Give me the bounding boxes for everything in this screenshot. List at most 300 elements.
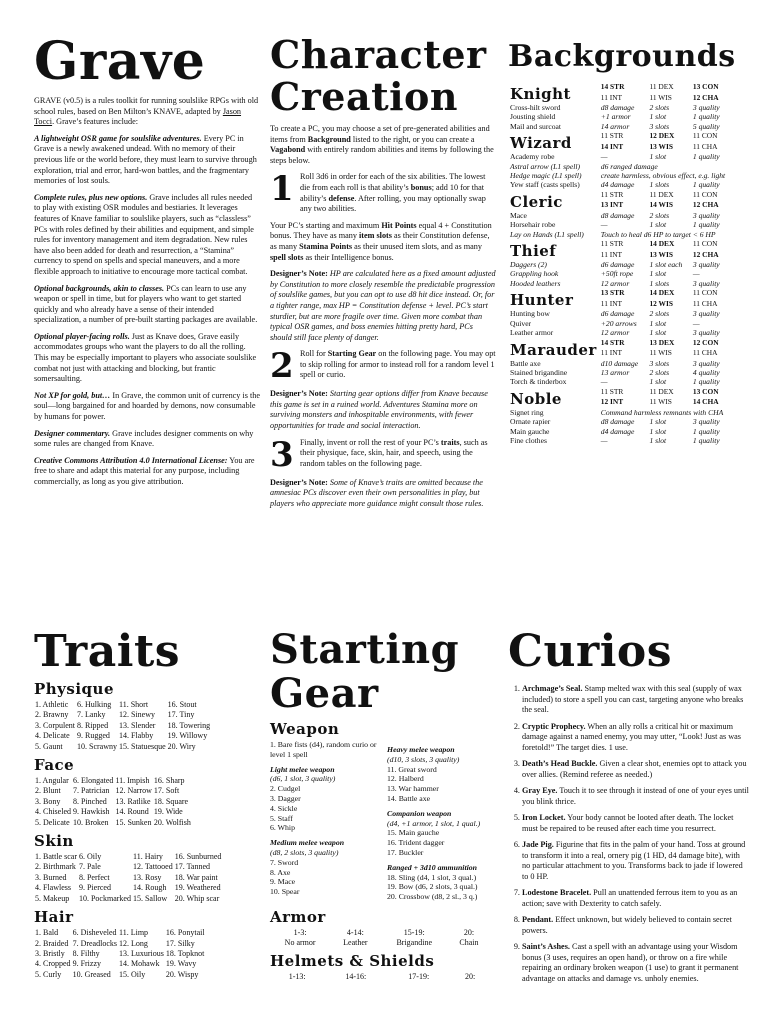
curio-text: Pull an unattended ferrous item to you as an action; save with Dexterity to catch safely. [522,888,738,908]
trait-row [34,797,192,807]
trait-row [34,807,192,817]
trait-entry: 16. Ponytail [165,928,205,938]
item-name: Hedge magic (L1 spell) [510,171,582,181]
stat: 14 CHA [692,397,719,407]
feature-paragraph [34,193,260,278]
feature-heading: Designer commentary. [34,428,111,438]
text: To create a PC, you may choose a set of pre-generated abilities and items from [270,124,490,144]
feature-paragraph [34,134,260,187]
trait-entry: 2. Birthmark [35,862,76,872]
stat: 12 DEX [649,131,675,141]
stat: 11 INT [600,348,623,357]
item-slots: 1 slot [649,152,667,162]
feature-heading: Optional player-facing rolls. [34,331,130,341]
text: Finally, invent or roll the rest of your PC’s [300,437,441,447]
item-slots-term: item slots [358,231,392,241]
helmet-range: 20: [465,971,476,981]
grave-intro [34,96,260,128]
text: . After rolling, you may optionally swap any two abilities. [300,193,486,214]
step-3-number: 3 [270,434,295,475]
item-stat: d4 damage [600,180,635,190]
armor-range: 20: [463,927,475,937]
trait-entry: 20. Wiry [167,741,196,751]
vagabond-term: Vagabond [270,145,306,155]
designer-note-1 [270,269,496,343]
stat: 12 CHA [692,92,719,102]
item-name: Fine clothes [510,435,547,445]
stat: 14 STR [600,82,625,91]
item-stat: — [600,435,608,445]
curio-name: Lodestone Bracelet. [522,888,592,897]
item-stat: d6 damage [600,309,635,319]
background-header-row [508,131,727,142]
trait-entry: 15. Statuesque [119,741,166,751]
weapon-col-2 [387,740,496,902]
stat: 12 WIS [649,298,673,308]
item-stat: 14 armor [600,121,630,131]
trait-row [34,873,222,883]
trait-entry: 2. Braided [35,938,69,948]
curio-item [522,759,750,780]
grave-column [34,31,260,494]
feature-text: In Grave, the common unit of currency is the soul—long bargained for and hoarded by demons, now consumable by humans for power. [34,390,260,422]
background-item-row [508,220,727,229]
background-header-row [508,190,727,201]
hp-paragraph [270,221,496,263]
item-name: Leather armor [510,328,554,338]
stat: 11 INT [600,298,623,308]
gear-column [270,628,496,982]
trait-entry: 3. Burned [35,872,67,882]
trait-entry: 8. Ripped [77,720,109,730]
note-label: Designer’s Note: [270,389,328,399]
background-item-row [508,269,727,278]
background-item-row [508,171,727,180]
trait-entry: 20. Wolfish [153,817,191,827]
background-item-row [508,162,727,171]
feature-heading: Complete rules, plus new options. [34,192,148,202]
weapon-entry: 8. Axe [270,867,291,877]
item-name: Horsehair robe [510,220,556,230]
trait-entry: 20. Wispy [165,969,199,979]
trait-entry: 13. Ratlike [115,796,151,806]
curio-text: Touch it to see through it instead of one of your eyes until you blink thrice. [522,786,749,806]
feature-paragraph [34,391,260,423]
note-label: Designer’s Note: [270,269,328,279]
item-stat: d10 damage [600,358,639,368]
stat: 11 DEX [649,386,674,396]
stat: 11 WIS [649,397,672,407]
trait-entry: 3. Bony [35,796,61,806]
item-name: Hunting bow [510,309,550,319]
item-effect: Touch to heal d6 HP to target < 6 HP [600,229,716,239]
background-item-row [508,408,727,417]
armor-type: Chain [459,937,479,947]
trait-entry: 15. Sunken [115,817,152,827]
curio-name: Gray Eye. [522,786,558,795]
background-header-row [508,387,727,398]
weapon-category: Companion weapon [387,808,452,818]
stat: 12 CHA [692,200,719,210]
trait-entry: 17. Silky [165,938,195,948]
intro-text-end: . Grave’s features include: [52,117,139,127]
trait-entry: 7. Patrician [73,786,110,796]
trait-entry: 18. War paint [174,872,218,882]
backgrounds-title: Backgrounds [508,39,736,74]
note-text: HP are calculated here as a fixed amount adjusted by Constitution to more closely resemble the predictable progression of soulslike games, but you can opt to use d8 hit dice instead. Or, for a tighter range, max HP = Constitution defense + level. PC’s start sturdier, but are more fragile over time. Given more combat than typical OSR games, and boss enemies hitting pretty hard, PCs should still face plenty of danger. [270,269,496,342]
item-stat: +20 arrows [600,318,637,328]
stat: 11 INT [600,249,623,259]
feature-text: Just as Knave does, Grave easily accommodates groups who want the players to do all the rolling. This may be especially important to players who associate soulslike combat not just with attacking and blocking, but frantic somersaulting. [34,331,257,384]
trait-entry: 14. Flabby [119,731,154,741]
item-quality: 3 quality [692,278,720,288]
spell-slots-term: spell slots [270,252,304,262]
curio-name: Iron Locket. [522,813,566,822]
weapon-entry: 3. Dagger [270,793,301,803]
background-item-row [508,230,727,239]
armor-range: 15-19: [403,927,425,937]
item-quality: 3 quality [692,103,720,112]
trait-entry: 1. Battle scar [35,852,77,862]
item-quality: 4 quality [692,367,720,377]
step-1 [270,169,496,214]
curio-name: Saint’s Ashes. [522,942,570,951]
weapon-category: Ranged + 3d10 ammunition [387,862,478,872]
trait-entry: 6. Disheveled [72,928,117,938]
creation-column [270,34,496,515]
trait-entry: 8. Filthy [72,948,100,958]
background-item-row [508,152,727,161]
background-item-row [508,211,727,220]
curio-name: Pendant. [522,915,554,924]
gear-title-1: Starting [270,626,460,673]
item-stat: — [600,377,608,387]
trait-entry: 14. Round [115,807,149,817]
stat: 14 DEX [649,288,675,298]
item-quality: 1 quality [692,180,720,190]
item-stat: d4 damage [600,426,635,436]
trait-heading: Face [34,756,75,775]
item-effect: d6 ranged damage [600,161,658,171]
item-name: Quiver [510,318,532,328]
trait-row [34,862,222,872]
item-quality: 1 quality [692,112,720,122]
stat: 11 CHA [692,298,718,308]
trait-row [34,786,192,796]
stat: 13 STR [600,288,625,298]
stat: 11 CHA [692,141,718,151]
trait-row [34,852,222,862]
feature-text: Grave includes designer comments on why some rules are changed from Knave. [34,428,254,449]
step-2 [270,346,496,387]
item-stat: 12 armor [600,328,630,338]
background-term: Background [307,134,351,144]
feature-text: PCs can learn to use any weapon or spell in time, but for players who want to get started quickly and who already have a sense of their intended specialization, a number of pre-built starting packages are available. [34,283,258,325]
trait-entry: 5. Curly [35,969,62,979]
item-quality: 1 quality [692,152,720,162]
trait-row [34,721,211,731]
item-slots: 3 slots [649,358,670,368]
trait-entry: 1. Bald [35,928,59,938]
creation-title-2: Creation [270,74,459,119]
curio-text: Figurine that fits in the palm of your hand. Toss at ground to transform it into a real, ornery pig (1 HD, d4 damage bite), with no particular attachment to you. Transforms back to jade if lowered to 0 HP. [522,840,746,881]
background-item-row [508,417,727,426]
background-item-row [508,112,727,121]
feature-text: Grave includes all rules needed to play with existing OSR modules and bestiaries. It leverages features of Knave familiar to soulslike players, such as “classless” PCs with roles defined by their abilities and equipment, and simple rules for inventory management and item degradation. New rules have also been added for death and resurrection, a “Stamina” currency to spend on spells and special maneuvers, and a more flexible approach to initiative to encourage more tactical combat. [34,192,254,276]
item-stat: +50ft rope [600,269,634,279]
stat: 13 DEX [649,337,675,347]
trait-entry: 9. Frizzy [72,959,101,969]
step-1-text [300,172,496,214]
weapon-entry: 1. Bare fists (d4), random curio or level 1 spell [270,740,377,759]
item-slots: 1 slots [649,180,670,190]
author-link[interactable]: Jason Tocci [34,106,242,127]
curio-item [522,684,750,716]
text: Roll for [300,349,328,359]
traits-term: traits [440,437,460,447]
background-item-row [508,319,727,328]
background-header-row [508,239,727,250]
item-stat: — [600,152,608,162]
background-item-row [508,359,727,368]
trait-entry: 11. Short [119,700,149,709]
trait-entry: 10. Greased [72,969,111,979]
weapon-category-stats: (d8, 2 slots, 3 quality) [270,847,339,857]
stat: 11 CON [692,239,718,249]
feature-paragraph [34,284,260,326]
armor-range: 1-3: [293,927,307,937]
trait-entry: 6. Elongated [73,776,114,786]
trait-entry: 10. Pockmarked [78,893,131,903]
weapon-entry: 20. Crossbow (d8, 2 sl., 3 q.) [387,892,478,902]
item-quality: 5 quality [692,121,720,131]
stat: 11 STR [600,189,624,199]
background-header-row [508,338,727,349]
hit-points-term: Hit Points [381,220,417,230]
text: , such as their physique, face, skin, hair, and speech, using the random tables on the following page. [300,437,488,468]
trait-row [34,776,192,786]
trait-heading: Hair [34,908,74,927]
item-stat: d8 damage [600,103,635,112]
text: ; add 10 for that ability’s [300,182,484,203]
background-item-row [508,180,727,189]
stat: 11 DEX [649,189,674,199]
trait-entry: 15. Sallow [132,893,168,903]
weapon-category: Heavy melee weapon [387,745,455,754]
background-header-row [508,82,727,93]
background-name: Thief [510,242,557,261]
item-slots: 1 slot [649,220,667,230]
item-name: Signet ring [510,407,544,417]
stat: 11 WIS [649,348,672,357]
trait-entry: 10. Broken [73,817,109,827]
item-stat: d8 damage [600,417,635,427]
background-header-row [508,288,727,299]
trait-entry: 6. Hulking [77,700,112,709]
weapon-entry: 17. Buckler [387,847,424,857]
stat: 13 INT [600,200,624,210]
item-name: Grappling hook [510,269,559,279]
step-3 [270,434,496,475]
item-name: Torch & tinderbox [510,377,567,387]
stat: 11 DEX [649,82,674,91]
stat: 11 CON [692,189,718,199]
note-label: Designer’s Note: [270,477,328,487]
stat: 14 WIS [649,200,673,210]
step-1-number: 1 [270,169,295,210]
feature-heading: Optional backgrounds, akin to classes. [34,283,165,293]
feature-heading: Creative Commons Attribution 4.0 International License: [34,455,228,465]
trait-entry: 4. Chiseled [35,807,71,817]
item-quality: 3 quality [692,417,720,427]
curio-item [522,722,750,754]
trait-entry: 8. Pinched [73,796,107,806]
stat: 12 CHA [692,249,719,259]
item-slots: 1 slot [649,328,667,338]
stat: 13 WIS [649,249,673,259]
item-effect: Command harmless remnants with CHA [600,407,724,417]
stat: 14 INT [600,141,624,151]
weapon-entry: 11. Great sword [387,764,437,774]
item-slots: 1 slot [649,318,667,328]
trait-row [34,883,222,893]
background-name: Knight [510,85,571,103]
trait-table [34,928,206,980]
text: equal 4 + Constitution bonus. They have as many [270,220,492,241]
bonus-term: bonus [410,182,432,192]
feature-heading: Not XP for gold, but… [34,390,111,400]
background-item-row [508,122,727,131]
trait-entry: 7. Pale [78,862,101,872]
text: listed to the right, or you can create a [350,134,475,144]
trait-entry: 12. Narrow [115,786,152,796]
stat: 13 CON [692,82,719,91]
curio-text: Cast a spell with an advantage using your Wisdom bonus (3 uses, requires an open hand), or throw on a fire while repairing an ordinary broken weapon (1 use) to grant it permanent advantage on attacks and damage vs. unholy enemies. [522,942,739,983]
item-name: Main gauche [510,426,550,436]
weapon-category-stats: (d6, 1 slot, 3 quality) [270,774,336,784]
trait-entry: 18. Towering [167,720,211,730]
trait-entry: 19. Wide [153,807,183,817]
designer-note-2 [270,389,496,431]
stat: 11 CON [692,131,718,141]
background-name: Hunter [510,291,574,310]
armor-head-row [270,928,490,938]
gear-title-2: Gear [270,670,379,717]
trait-entry: 17. Tiny [167,710,195,720]
item-slots: 2 slots [649,210,670,220]
trait-entry: 2. Blunt [35,786,61,796]
curio-item [522,813,750,834]
armor-table [270,928,490,948]
note-text: Starting gear options differ from Knave because this game is set in a ruined world. Adventures Stamina more on surviving monsters and inhospitable environments, with fewer opportunities for trade and social interaction. [270,389,488,431]
item-name: Lay on Hands (L1 spell) [510,229,584,239]
weapon-entry: 13. War hammer [387,784,439,794]
trait-entry: 18. Square [153,796,189,806]
trait-entry: 3. Bristly [35,948,65,958]
item-name: Yew staff (casts spells) [510,180,580,190]
trait-entry: 4. Flawless [35,883,71,893]
background-name: Marauder [510,340,597,359]
weapon-entry: 9. Mace [270,877,296,887]
item-quality: — [692,269,700,279]
text: as their Constitution defense, as many [270,231,490,251]
weapon-entry: 6. Whip [270,823,295,833]
weapon-category: Medium melee weapon [270,838,345,848]
trait-entry: 12. Tattooed [132,862,173,872]
background-item-row [508,436,727,445]
stat: 11 CON [692,288,718,298]
feature-paragraph [34,332,260,385]
grave-title: Grave [34,31,206,92]
background-name: Cleric [510,192,563,211]
trait-entry: 16. Sunburned [174,852,222,862]
curio-name: Death’s Head Buckle. [522,759,598,768]
weapon-entry: 18. Sling (d4, 1 slot, 3 qual.) [387,872,477,882]
curio-item [522,840,750,882]
item-quality: 1 quality [692,435,720,445]
feature-heading: A lightweight OSR game for soulslike adventures. [34,133,202,143]
armor-range: 4-14: [346,927,364,937]
trait-entry: 20. Whip scar [174,893,220,903]
item-slots: 2 slots [649,367,670,377]
trait-entry: 11. Hairy [132,852,163,862]
stat: 11 STR [600,386,624,396]
background-item-row [508,260,727,269]
item-quality: 1 quality [692,220,720,230]
item-name: Mace [510,210,527,220]
item-name: Jousting shield [510,112,556,122]
weapon-category-stats: (d10, 3 slots, 3 quality) [387,754,460,764]
stat: 11 WIS [649,92,672,102]
trait-entry: 14. Mohawk [119,959,160,969]
stat: 14 STR [600,337,625,347]
armor-value-row [270,938,490,948]
item-stat: d8 damage [600,210,635,220]
trait-entry: 15. Oily [119,969,146,979]
trait-entry: 17. Tanned [174,862,211,872]
item-stat: — [600,220,608,230]
trait-row [34,710,211,720]
curio-text: When an ally rolls a critical hit or maximum damage against a named enemy, you may utter, “Look! Just as was foretold!” The target dies. 1 use. [522,721,741,752]
armor-type: Brigandine [396,937,432,947]
trait-row [34,818,192,828]
feature-paragraph [34,456,260,488]
stat: 13 CON [692,386,719,396]
curio-name: Cryptic Prophecy. [522,721,586,731]
item-slots: 1 slot [649,377,667,387]
item-quality: 3 quality [692,210,720,220]
weapon-entry: 7. Sword [270,857,299,867]
stat: 11 CHA [692,348,718,357]
item-slots: 1 slots [649,278,670,288]
trait-entry: 13. Slender [119,720,156,730]
weapon-entry: 5. Staff [270,813,293,823]
background-item-row [508,427,727,436]
trait-entry: 19. Wavy [165,959,197,969]
note-text: Some of Knave’s traits are omitted because the amnesiac PCs discover even their own personalities in play, but players who appreciate more guidance might consult those rules. [270,477,484,508]
curio-item [522,786,750,807]
weapon-entry: 19. Bow (d6, 2 slots, 3 qual.) [387,882,478,892]
item-stat: 12 armor [600,278,630,288]
backgrounds-table [508,82,727,445]
trait-table [34,776,192,828]
item-quality: 3 quality [692,358,720,368]
weapon-table [270,740,496,902]
item-quality: 1 quality [692,426,720,436]
trait-entry: 8. Perfect [78,872,110,882]
item-name: Astral arrow (L1 spell) [510,161,580,171]
trait-entry: 7. Lanky [77,710,106,720]
